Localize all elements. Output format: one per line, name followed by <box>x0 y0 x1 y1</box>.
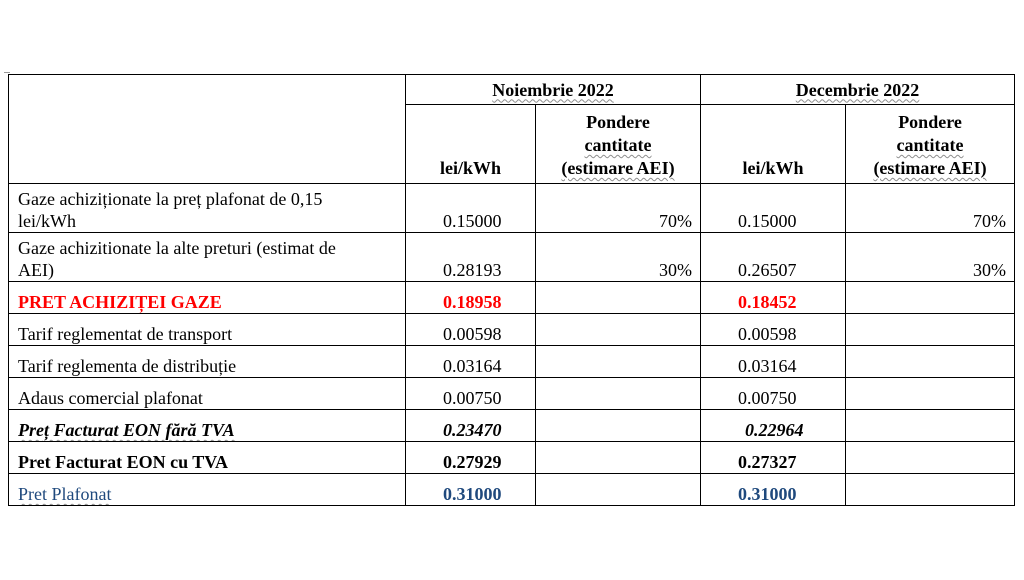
row-label-transport-tariff: Tarif reglementat de transport <box>9 314 406 346</box>
november-value: 0.03164 <box>406 346 536 378</box>
november-value: 0.31000 <box>406 474 536 506</box>
weight-header-line2: cantitate <box>584 135 652 155</box>
table-row <box>9 233 1015 282</box>
row-label-line1: Gaze achizitionate la alte preturi (estimat de <box>18 238 336 258</box>
row-label-line2: AEI) <box>18 260 54 280</box>
row-label-distribution-tariff: Tarif reglementa de distribuție <box>9 346 406 378</box>
period-header-row <box>9 75 1015 105</box>
empty-cell <box>536 314 701 346</box>
empty-cell <box>536 346 701 378</box>
december-value: 0.03164 <box>701 346 846 378</box>
row-label-text: Preț Facturat EON fără TVA <box>18 420 235 440</box>
december-value: 0.18452 <box>701 282 846 314</box>
december-value: 0.27327 <box>701 442 846 474</box>
table-row <box>9 346 1015 378</box>
december-value: 0.22964 <box>701 410 846 442</box>
row-label-billed-price-with-vat: Pret Facturat EON cu TVA <box>9 442 406 474</box>
december-value: 0.15000 <box>701 184 846 233</box>
row-label-billed-price-without-vat <box>9 410 406 442</box>
empty-cell <box>846 282 1015 314</box>
weight-header-line3: (estimare AEI) <box>873 158 987 178</box>
november-weight: 30% <box>536 233 701 282</box>
table-row <box>9 314 1015 346</box>
weight-header-november <box>536 105 701 184</box>
row-label-capped-price <box>9 474 406 506</box>
empty-cell <box>846 378 1015 410</box>
table-row <box>9 184 1015 233</box>
empty-cell <box>846 442 1015 474</box>
november-value: 0.00750 <box>406 378 536 410</box>
row-label-commercial-margin: Adaus comercial plafonat <box>9 378 406 410</box>
table-row <box>9 442 1015 474</box>
table-row <box>9 378 1015 410</box>
weight-header-line1: Pondere <box>586 112 650 132</box>
row-label-line2: lei/kWh <box>18 211 76 231</box>
table-row <box>9 410 1015 442</box>
empty-cell <box>846 314 1015 346</box>
row-label-capped-gas <box>9 184 406 233</box>
weight-header-line1: Pondere <box>898 112 962 132</box>
december-weight: 30% <box>846 233 1015 282</box>
empty-cell <box>536 410 701 442</box>
row-label-gas-acquisition-price: PRET ACHIZIȚEI GAZE <box>9 282 406 314</box>
december-weight: 70% <box>846 184 1015 233</box>
empty-cell <box>536 378 701 410</box>
weight-header-line3: (estimare AEI) <box>561 158 675 178</box>
empty-cell <box>846 474 1015 506</box>
gas-price-table <box>8 74 1015 506</box>
weight-header-line2: cantitate <box>896 135 964 155</box>
november-value: 0.23470 <box>406 410 536 442</box>
empty-cell <box>536 282 701 314</box>
december-value: 0.31000 <box>701 474 846 506</box>
november-weight: 70% <box>536 184 701 233</box>
period-december: Decembrie 2022 <box>701 75 1015 105</box>
row-label-other-price-gas <box>9 233 406 282</box>
empty-cell <box>846 410 1015 442</box>
table-row <box>9 282 1015 314</box>
empty-cell <box>536 474 701 506</box>
november-value: 0.27929 <box>406 442 536 474</box>
december-value: 0.00598 <box>701 314 846 346</box>
november-value: 0.00598 <box>406 314 536 346</box>
november-value: 0.15000 <box>406 184 536 233</box>
unit-header-november: lei/kWh <box>406 105 536 184</box>
weight-header-december <box>846 105 1015 184</box>
empty-cell <box>536 442 701 474</box>
row-label-line1: Gaze achiziționate la preț plafonat de 0,15 <box>18 189 323 209</box>
november-value: 0.28193 <box>406 233 536 282</box>
empty-corner-cell <box>9 75 406 184</box>
unit-header-december: lei/kWh <box>701 105 846 184</box>
row-label-text: Pret Plafonat <box>18 484 112 504</box>
page-corner-mark <box>4 72 10 73</box>
empty-cell <box>846 346 1015 378</box>
table-row <box>9 474 1015 506</box>
december-value: 0.26507 <box>701 233 846 282</box>
december-value: 0.00750 <box>701 378 846 410</box>
period-november: Noiembrie 2022 <box>406 75 701 105</box>
november-value: 0.18958 <box>406 282 536 314</box>
